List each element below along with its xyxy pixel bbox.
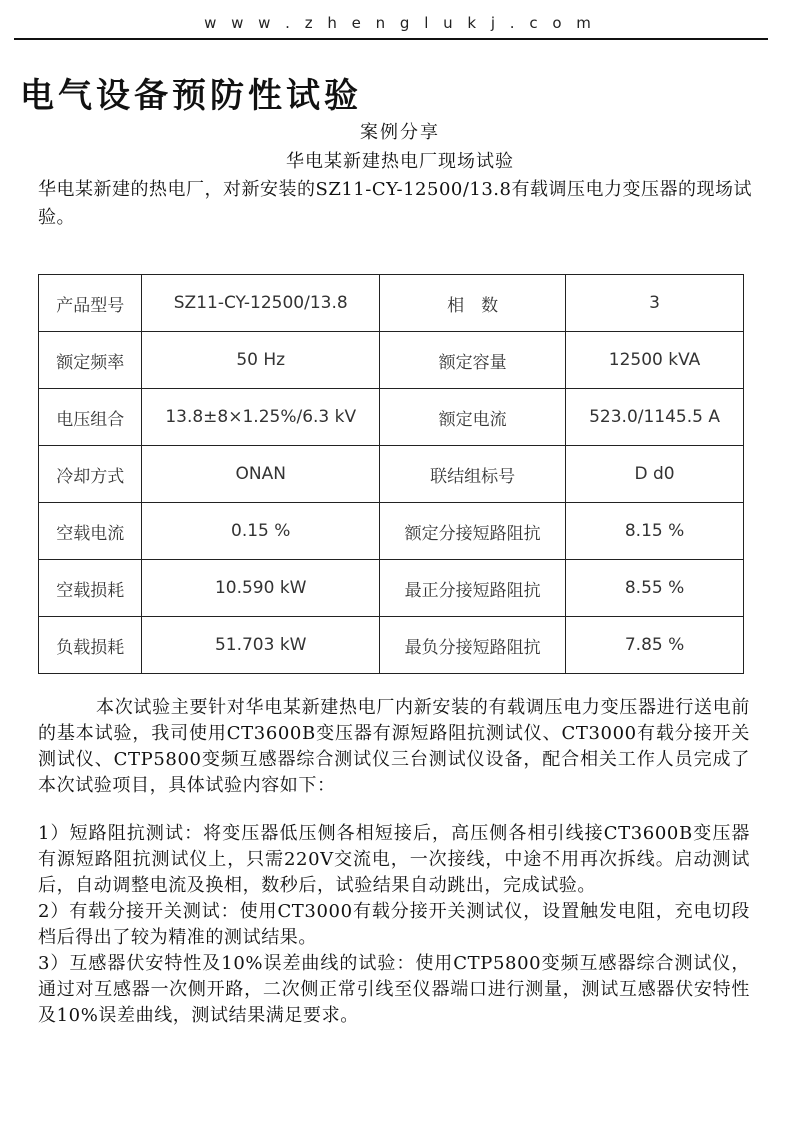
spec-value: 523.0/1145.5 A xyxy=(566,389,744,446)
spec-label: 负载损耗 xyxy=(39,617,142,674)
spec-value: 51.703 kW xyxy=(142,617,380,674)
table-row xyxy=(39,446,744,503)
test-item-short-circuit: 1）短路阻抗测试：将变压器低压侧各相短接后，高压侧各相引线接CT3600B变压器有源短路阻抗测试仪上，只需220V交流电，一次接线，中途不用再次拆线。启动测试后，自动调整电流及换相，数秒后，试验结果自动跳出，完成试验。 xyxy=(38,823,750,896)
case-label: 案例分享 xyxy=(360,122,440,143)
table-row xyxy=(39,503,744,560)
spec-value: 8.15 % xyxy=(566,503,744,560)
spec-value: 8.55 % xyxy=(566,560,744,617)
spec-label: 空载电流 xyxy=(39,503,142,560)
site-url: w w w . z h e n g l u k j . c o m xyxy=(204,14,596,32)
spec-value: ONAN xyxy=(142,446,380,503)
spec-value: 3 xyxy=(566,275,744,332)
spec-label: 联结组标号 xyxy=(380,446,566,503)
test-item-transformer-curve: 3）互感器伏安特性及10%误差曲线的试验：使用CTP5800变频互感器综合测试仪，通过对互感器一次侧开路，二次侧正常引线至仪器端口进行测量，测试互感器伏安特性及10%误差曲线，测试结果满足要求。 xyxy=(38,953,750,1026)
case-subtitle: 华电某新建热电厂现场试验 xyxy=(286,151,514,172)
intro-paragraph: 华电某新建的热电厂，对新安装的SZ11-CY-12500/13.8有载调压电力变压器的现场试验。 xyxy=(38,179,752,228)
transformer-spec-table xyxy=(38,274,744,674)
test-description xyxy=(38,695,750,1029)
spec-value: 13.8±8×1.25%/6.3 kV xyxy=(142,389,380,446)
spec-label: 额定电流 xyxy=(380,389,566,446)
spec-value: 7.85 % xyxy=(566,617,744,674)
body-paragraph: 本次试验主要针对华电某新建热电厂内新安装的有载调压电力变压器进行送电前的基本试验，我司使用CT3600B变压器有源短路阻抗测试仪、CT3000有载分接开关测试仪、CTP5800变频互感器综合测试仪三台测试仪设备，配合相关工作人员完成了本次试验项目，具体试验内容如下： xyxy=(38,697,750,796)
spec-value: 50 Hz xyxy=(142,332,380,389)
table-row xyxy=(39,560,744,617)
spec-label: 额定分接短路阻抗 xyxy=(380,503,566,560)
spec-label: 产品型号 xyxy=(39,275,142,332)
spec-label: 空载损耗 xyxy=(39,560,142,617)
table-row xyxy=(39,332,744,389)
table-row xyxy=(39,275,744,332)
table-row xyxy=(39,389,744,446)
spec-label: 额定容量 xyxy=(380,332,566,389)
page-title: 电气设备预防性试验 xyxy=(20,76,362,116)
table-row xyxy=(39,617,744,674)
header-divider xyxy=(14,38,768,40)
spec-label: 电压组合 xyxy=(39,389,142,446)
spec-label: 最正分接短路阻抗 xyxy=(380,560,566,617)
spec-value: 0.15 % xyxy=(142,503,380,560)
test-item-tap-changer: 2）有载分接开关测试：使用CT3000有载分接开关测试仪，设置触发电阻，充电切段档后得出了较为精准的测试结果。 xyxy=(38,901,750,948)
spec-value: D d0 xyxy=(566,446,744,503)
spec-label: 最负分接短路阻抗 xyxy=(380,617,566,674)
spec-value: SZ11-CY-12500/13.8 xyxy=(142,275,380,332)
spec-label: 相 数 xyxy=(380,275,566,332)
spec-value: 10.590 kW xyxy=(142,560,380,617)
spec-label: 冷却方式 xyxy=(39,446,142,503)
spec-value: 12500 kVA xyxy=(566,332,744,389)
spec-label: 额定频率 xyxy=(39,332,142,389)
